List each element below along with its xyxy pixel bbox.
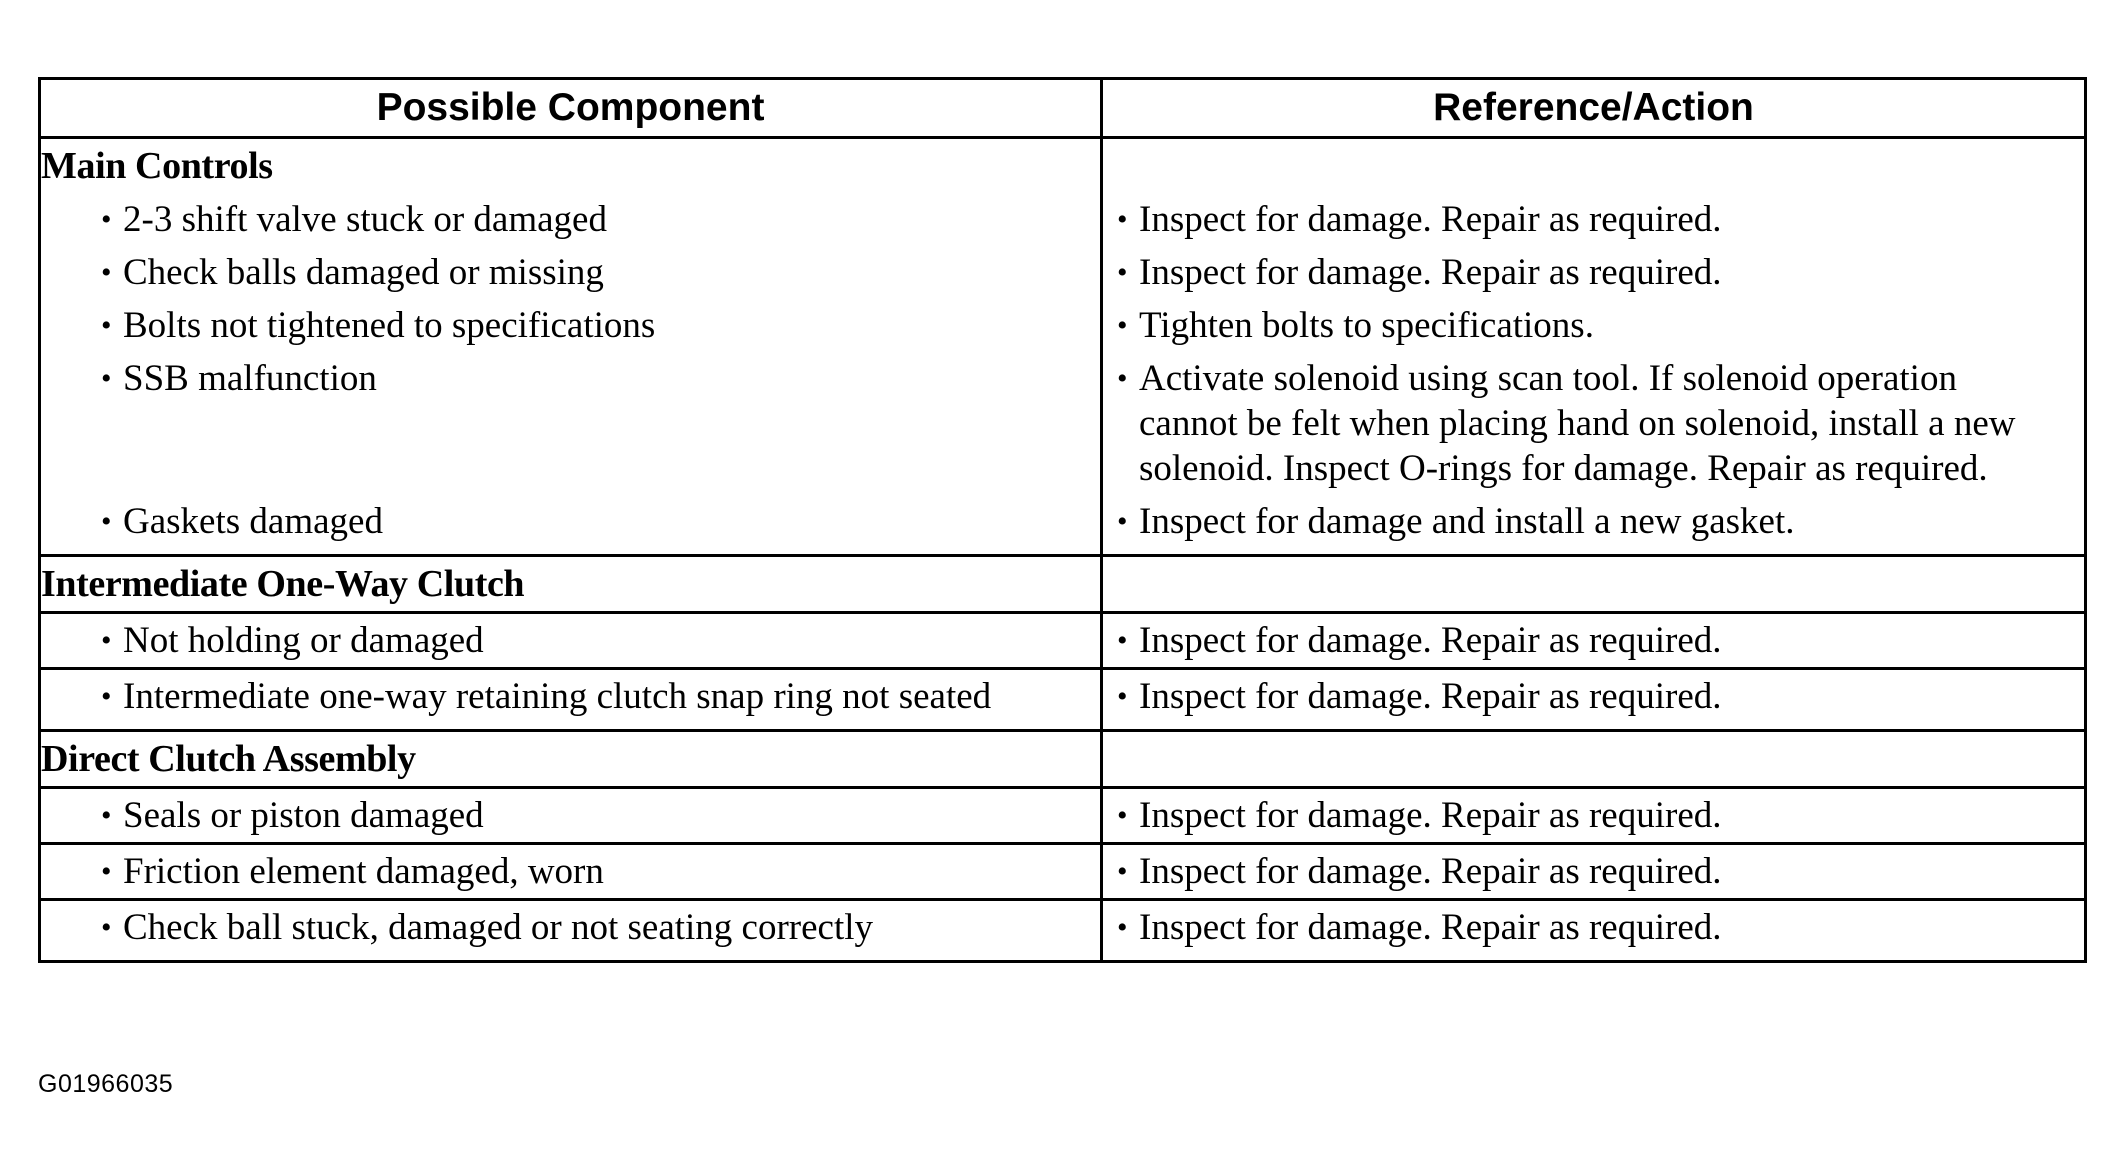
bullet-icon: •	[1117, 256, 1128, 289]
component-text: SSB malfunction	[123, 358, 377, 399]
action-text: Inspect for damage. Repair as required.	[1139, 851, 1722, 892]
bullet-icon: •	[1117, 624, 1128, 657]
bullet-icon: •	[101, 855, 112, 888]
action-text: Inspect for damage. Repair as required.	[1139, 199, 1722, 240]
bullet-icon: •	[101, 505, 112, 538]
bullet-icon: •	[101, 256, 112, 289]
bullet-icon: •	[101, 624, 112, 657]
table-row	[40, 844, 2086, 900]
diagnosis-table	[38, 77, 2087, 963]
bullet-icon: •	[101, 309, 112, 342]
table-row	[40, 788, 2086, 844]
bullet-icon: •	[1117, 680, 1128, 713]
bullet-icon: •	[101, 799, 112, 832]
section-intermediate-one-way-clutch	[40, 556, 2086, 731]
bullet-icon: •	[1117, 309, 1128, 342]
component-text: 2-3 shift valve stuck or damaged	[123, 199, 607, 240]
bullet-icon: •	[101, 203, 112, 236]
table-row	[40, 900, 2086, 962]
table-row	[40, 299, 2086, 352]
bullet-icon: •	[1117, 362, 1128, 395]
component-text: Friction element damaged, worn	[123, 851, 604, 892]
header-row	[40, 79, 2086, 138]
bullet-icon: •	[1117, 911, 1128, 944]
header-possible-component: Possible Component	[40, 79, 1102, 138]
action-text: Inspect for damage and install a new gasket.	[1139, 501, 1795, 542]
section-title: Direct Clutch Assembly	[40, 731, 1102, 788]
table-row	[40, 246, 2086, 299]
bullet-icon: •	[101, 362, 112, 395]
bullet-icon: •	[1117, 799, 1128, 832]
action-text: Inspect for damage. Repair as required.	[1139, 676, 1722, 717]
component-text: Intermediate one-way retaining clutch snap ring not seated	[123, 676, 992, 717]
section-main-controls	[40, 138, 2086, 556]
component-text: Check balls damaged or missing	[123, 252, 604, 293]
action-text: Activate solenoid using scan tool. If solenoid operation cannot be felt when placing hand on solenoid, install a new solenoid. Inspect O-rings for damage. Repair as required.	[1139, 358, 2016, 489]
action-text: Tighten bolts to specifications.	[1139, 305, 1594, 346]
table-row	[40, 193, 2086, 246]
component-text: Check ball stuck, damaged or not seating correctly	[123, 907, 874, 948]
table-row	[40, 495, 2086, 556]
figure-id: G01966035	[38, 1070, 174, 1098]
table-row	[40, 613, 2086, 669]
component-text: Bolts not tightened to specifications	[123, 305, 656, 346]
component-text: Gaskets damaged	[123, 501, 383, 542]
action-text: Inspect for damage. Repair as required.	[1139, 795, 1722, 836]
component-text: Seals or piston damaged	[123, 795, 484, 836]
section-title: Intermediate One-Way Clutch	[40, 556, 1102, 613]
section-direct-clutch-assembly	[40, 731, 2086, 962]
bullet-icon: •	[1117, 855, 1128, 888]
section-title: Main Controls	[40, 138, 1102, 194]
bullet-icon: •	[1117, 203, 1128, 236]
header-reference-action: Reference/Action	[1102, 79, 2086, 138]
table-row	[40, 352, 2086, 495]
bullet-icon: •	[1117, 505, 1128, 538]
action-text: Inspect for damage. Repair as required.	[1139, 620, 1722, 661]
action-text: Inspect for damage. Repair as required.	[1139, 252, 1722, 293]
component-text: Not holding or damaged	[123, 620, 484, 661]
table-row	[40, 669, 2086, 731]
bullet-icon: •	[101, 680, 112, 713]
action-text: Inspect for damage. Repair as required.	[1139, 907, 1722, 948]
bullet-icon: •	[101, 911, 112, 944]
